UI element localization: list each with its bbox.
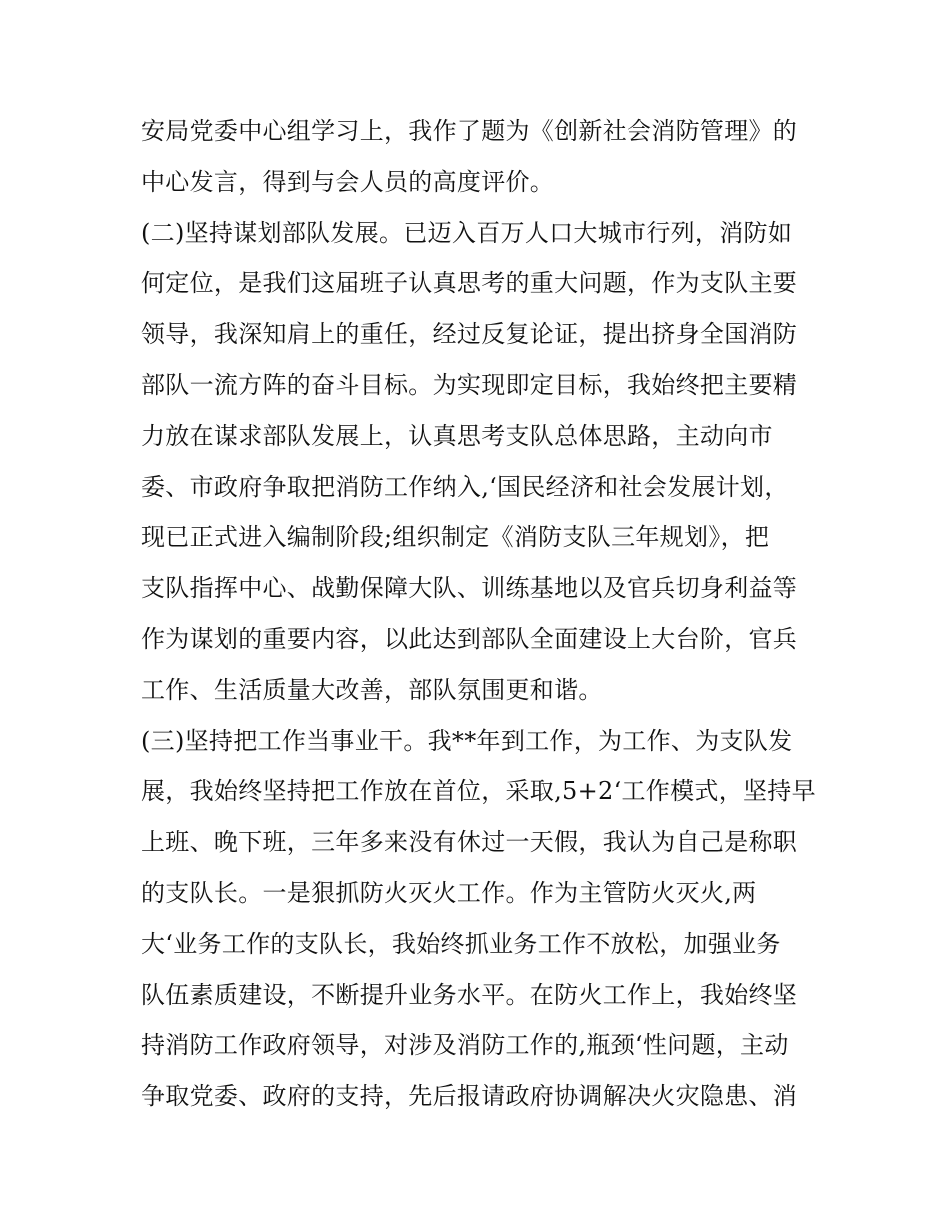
- text-line-18: 队伍素质建设，不断提升业务水平。在防火工作上，我始终坚: [141, 980, 798, 1009]
- text-line-1: 安局党委中心组学习上，我作了题为《创新社会消防管理》的: [141, 117, 798, 145]
- text-line-2: 中心发言，得到与会人员的高度评价。: [141, 167, 555, 196]
- text-line-15: 上班、晚下班，三年多来没有休过一天假，我认为自己是称职: [141, 828, 798, 857]
- text-line-7: 力放在谋求部队发展上，认真思考支队总体思路，主动向市: [141, 421, 773, 450]
- text-line-20: 争取党委、政府的支持，先后报请政府协调解决火灾隐患、消: [141, 1082, 798, 1111]
- text-line-3: (二)坚持谋划部队发展。已迈入百万人口大城市行列，消防如: [141, 218, 793, 247]
- text-line-9: 现已正式进入编制阶段;组织制定《消防支队三年规划》，把: [141, 523, 770, 552]
- text-line-14: 展，我始终坚持把工作放在首位，采取,5+2‘工作模式，坚持早: [141, 777, 816, 806]
- text-line-5: 领导，我深知肩上的重任，经过反复论证，提出挤身全国消防: [141, 320, 798, 349]
- text-line-19: 持消防工作政府领导，对涉及消防工作的,瓶颈‘性问题，主动: [141, 1031, 789, 1060]
- text-line-13: (三)坚持把工作当事业干。我**年到工作，为工作、为支队发: [141, 726, 793, 755]
- text-line-8: 委、市政府争取把消防工作纳入,‘国民经济和社会发展计划，: [141, 472, 789, 501]
- text-line-12: 工作、生活质量大改善，部队氛围更和谐。: [141, 675, 603, 704]
- text-line-17: 大‘业务工作的支队长，我始终抓业务工作不放松，加强业务: [141, 929, 781, 958]
- text-line-11: 作为谋划的重要内容，以此达到部队全面建设上大台阶，官兵: [141, 624, 798, 653]
- text-line-16: 的支队长。一是狠抓防火灭火工作。作为主管防火灭火,两: [141, 878, 757, 907]
- text-line-4: 何定位，是我们这届班子认真思考的重大问题，作为支队主要: [141, 269, 798, 298]
- text-line-6: 部队一流方阵的奋斗目标。为实现即定目标，我始终把主要精: [141, 370, 798, 399]
- text-line-10: 支队指挥中心、战勤保障大队、训练基地以及官兵切身利益等: [141, 574, 798, 603]
- body-text: [141, 106, 821, 1122]
